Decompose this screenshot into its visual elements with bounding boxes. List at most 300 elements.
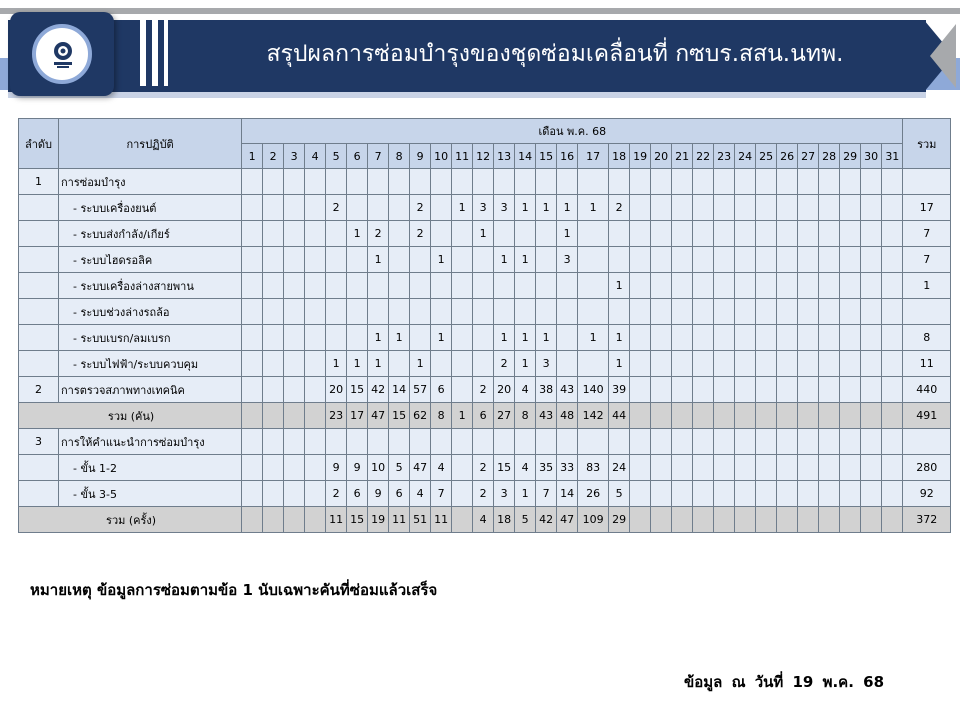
table-cell: 1 [389, 325, 410, 351]
table-cell [819, 481, 840, 507]
table-cell [578, 351, 609, 377]
table-cell: 142 [578, 403, 609, 429]
table-cell [714, 481, 735, 507]
table-cell [693, 507, 714, 533]
table-cell [840, 377, 861, 403]
table-cell [693, 455, 714, 481]
table-cell [714, 429, 735, 455]
header-day: 11 [452, 144, 473, 169]
table-cell [630, 481, 651, 507]
table-cell: 17 [347, 403, 368, 429]
table-cell [756, 507, 777, 533]
header-day: 14 [515, 144, 536, 169]
table-cell [861, 169, 882, 195]
table-cell [578, 169, 609, 195]
header-day: 26 [777, 144, 798, 169]
table-cell [777, 299, 798, 325]
row-label: การตรวจสภาพทางเทคนิค [59, 377, 242, 403]
table-cell [672, 351, 693, 377]
table-cell: 1 [347, 221, 368, 247]
table-cell [536, 169, 557, 195]
table-cell [263, 351, 284, 377]
organization-emblem-icon [32, 24, 92, 84]
header-stripe [164, 20, 168, 86]
table-cell [305, 481, 326, 507]
row-seq [19, 351, 59, 377]
table-cell [452, 481, 473, 507]
row-seq: 2 [19, 377, 59, 403]
table-cell [735, 247, 756, 273]
table-cell [693, 403, 714, 429]
table-cell [630, 273, 651, 299]
table-cell: 57 [410, 377, 431, 403]
table-cell [263, 273, 284, 299]
row-label: รวม (คัน) [19, 403, 242, 429]
table-cell [431, 429, 452, 455]
table-cell: 7 [536, 481, 557, 507]
header-day: 6 [347, 144, 368, 169]
table-cell [756, 351, 777, 377]
table-cell [284, 221, 305, 247]
table-cell [756, 481, 777, 507]
table-cell [672, 507, 693, 533]
table-cell [735, 273, 756, 299]
table-cell [777, 481, 798, 507]
table-cell [735, 195, 756, 221]
row-label: - ระบบไฟฟ้า/ระบบควบคุม [59, 351, 242, 377]
table-cell [693, 221, 714, 247]
table-cell [368, 299, 389, 325]
table-cell [431, 299, 452, 325]
table-cell [693, 169, 714, 195]
table-cell [735, 403, 756, 429]
table-cell [263, 247, 284, 273]
table-cell [284, 247, 305, 273]
table-cell [452, 169, 473, 195]
table-cell: 5 [515, 507, 536, 533]
table-cell: 29 [609, 507, 630, 533]
table-cell [735, 169, 756, 195]
table-cell: 1 [368, 325, 389, 351]
table-row [19, 377, 951, 403]
table-cell [242, 195, 263, 221]
table-cell [305, 273, 326, 299]
table-cell [840, 169, 861, 195]
table-cell [840, 247, 861, 273]
header-day: 27 [798, 144, 819, 169]
table-cell: 15 [347, 377, 368, 403]
table-cell [452, 429, 473, 455]
table-cell [777, 325, 798, 351]
table-cell [756, 247, 777, 273]
header-stripe [140, 20, 146, 86]
table-cell [861, 273, 882, 299]
table-cell [473, 351, 494, 377]
table-cell [882, 481, 903, 507]
table-cell [798, 455, 819, 481]
header-day: 29 [840, 144, 861, 169]
table-cell [452, 455, 473, 481]
table-cell [630, 195, 651, 221]
table-cell [714, 325, 735, 351]
table-cell: 18 [494, 507, 515, 533]
row-seq: 3 [19, 429, 59, 455]
table-cell [452, 377, 473, 403]
table-cell: 6 [473, 403, 494, 429]
table-cell [840, 351, 861, 377]
header-seq: ลำดับ [19, 119, 59, 169]
table-cell [651, 377, 672, 403]
table-cell [284, 481, 305, 507]
table-cell [798, 325, 819, 351]
row-label: - ระบบเบรก/ลมเบรก [59, 325, 242, 351]
row-total-cell: 1 [903, 273, 951, 299]
table-cell: 1 [536, 325, 557, 351]
table-cell [389, 299, 410, 325]
table-cell [368, 169, 389, 195]
table-cell [494, 273, 515, 299]
table-cell [777, 195, 798, 221]
row-seq [19, 325, 59, 351]
table-cell [452, 351, 473, 377]
row-seq [19, 455, 59, 481]
table-cell [819, 195, 840, 221]
top-divider-line [0, 8, 960, 14]
table-cell [557, 299, 578, 325]
table-cell [389, 351, 410, 377]
table-cell [693, 351, 714, 377]
table-cell [242, 403, 263, 429]
table-cell [861, 403, 882, 429]
row-total-cell: 7 [903, 247, 951, 273]
table-cell: 1 [536, 195, 557, 221]
table-cell [651, 195, 672, 221]
header-day: 3 [284, 144, 305, 169]
table-row [19, 429, 951, 455]
table-cell [263, 507, 284, 533]
table-cell [389, 247, 410, 273]
header-day: 7 [368, 144, 389, 169]
table-cell [840, 455, 861, 481]
table-cell: 47 [557, 507, 578, 533]
row-total-cell: 7 [903, 221, 951, 247]
table-cell [452, 221, 473, 247]
table-cell [819, 403, 840, 429]
table-cell [536, 429, 557, 455]
table-cell [882, 247, 903, 273]
table-cell [672, 195, 693, 221]
table-cell: 1 [347, 351, 368, 377]
table-cell [326, 169, 347, 195]
table-cell [305, 247, 326, 273]
row-seq [19, 195, 59, 221]
table-cell [473, 273, 494, 299]
table-cell [756, 169, 777, 195]
table-cell [861, 299, 882, 325]
table-cell [410, 299, 431, 325]
table-cell: 11 [431, 507, 452, 533]
table-cell [305, 455, 326, 481]
table-cell [536, 247, 557, 273]
table-cell [714, 507, 735, 533]
table-cell [735, 351, 756, 377]
table-cell [861, 481, 882, 507]
table-cell [693, 325, 714, 351]
header-day: 17 [578, 144, 609, 169]
table-cell [735, 377, 756, 403]
table-cell: 1 [515, 195, 536, 221]
table-cell [672, 481, 693, 507]
table-cell [368, 195, 389, 221]
table-cell [326, 299, 347, 325]
table-cell [452, 273, 473, 299]
table-cell [756, 403, 777, 429]
table-cell [840, 403, 861, 429]
header-month: เดือน พ.ค. 68 [242, 119, 903, 144]
table-cell [609, 169, 630, 195]
table-cell: 83 [578, 455, 609, 481]
table-cell: 4 [473, 507, 494, 533]
table-cell [578, 429, 609, 455]
table-cell [242, 169, 263, 195]
header-day: 31 [882, 144, 903, 169]
table-cell [630, 507, 651, 533]
table-cell: 19 [368, 507, 389, 533]
table-cell: 1 [557, 195, 578, 221]
table-cell: 2 [368, 221, 389, 247]
table-cell: 1 [452, 403, 473, 429]
table-cell: 4 [515, 455, 536, 481]
table-cell: 9 [326, 455, 347, 481]
footnote: หมายเหตุ ข้อมูลการซ่อมตามข้อ 1 นับเฉพาะคันที่ซ่อมแล้วเสร็จ [30, 581, 438, 599]
header-day: 20 [651, 144, 672, 169]
table-cell: 51 [410, 507, 431, 533]
table-cell [242, 351, 263, 377]
table-cell: 42 [536, 507, 557, 533]
table-cell [819, 299, 840, 325]
table-cell [840, 429, 861, 455]
table-cell [494, 221, 515, 247]
header-day: 15 [536, 144, 557, 169]
table-cell [861, 455, 882, 481]
table-cell [536, 221, 557, 247]
table-row [19, 481, 951, 507]
table-row [19, 325, 951, 351]
table-cell [263, 455, 284, 481]
table-cell [651, 455, 672, 481]
table-cell [882, 325, 903, 351]
table-cell [798, 247, 819, 273]
table-cell [777, 247, 798, 273]
row-total-cell: 8 [903, 325, 951, 351]
table-cell [347, 247, 368, 273]
table-cell: 109 [578, 507, 609, 533]
table-cell: 1 [609, 325, 630, 351]
table-cell [263, 481, 284, 507]
table-cell: 1 [578, 195, 609, 221]
header-day: 1 [242, 144, 263, 169]
table-cell [735, 299, 756, 325]
table-cell [326, 429, 347, 455]
table-cell [305, 429, 326, 455]
table-cell [861, 377, 882, 403]
row-label: - ขั้น 1-2 [59, 455, 242, 481]
table-cell [578, 247, 609, 273]
table-row [19, 195, 951, 221]
table-cell: 1 [326, 351, 347, 377]
table-cell [630, 169, 651, 195]
table-cell: 3 [536, 351, 557, 377]
table-cell: 1 [494, 325, 515, 351]
table-cell [263, 377, 284, 403]
row-seq [19, 299, 59, 325]
table-cell [630, 455, 651, 481]
table-cell [284, 325, 305, 351]
table-cell [347, 195, 368, 221]
table-cell [735, 429, 756, 455]
table-cell: 42 [368, 377, 389, 403]
table-cell [651, 169, 672, 195]
table-cell [840, 273, 861, 299]
table-cell [263, 403, 284, 429]
row-total-cell: 11 [903, 351, 951, 377]
table-cell: 2 [494, 351, 515, 377]
table-cell [840, 221, 861, 247]
table-cell: 1 [515, 325, 536, 351]
table-cell: 27 [494, 403, 515, 429]
table-cell [882, 299, 903, 325]
table-cell [305, 221, 326, 247]
table-cell [242, 325, 263, 351]
header-total: รวม [903, 119, 951, 169]
header-day: 12 [473, 144, 494, 169]
table-cell [494, 429, 515, 455]
table-cell [305, 351, 326, 377]
header-day: 10 [431, 144, 452, 169]
table-cell: 1 [515, 351, 536, 377]
table-cell [473, 247, 494, 273]
table-cell [368, 273, 389, 299]
table-cell [630, 221, 651, 247]
table-cell [819, 429, 840, 455]
table-cell [389, 195, 410, 221]
table-cell: 23 [326, 403, 347, 429]
table-cell [242, 221, 263, 247]
table-cell [756, 377, 777, 403]
table-cell [777, 273, 798, 299]
table-cell: 2 [410, 221, 431, 247]
table-cell [861, 429, 882, 455]
table-cell [242, 507, 263, 533]
table-cell [735, 455, 756, 481]
table-cell: 4 [515, 377, 536, 403]
table-cell [630, 429, 651, 455]
header-day: 30 [861, 144, 882, 169]
table-cell [714, 377, 735, 403]
table-cell: 2 [473, 377, 494, 403]
table-cell [305, 169, 326, 195]
table-cell: 33 [557, 455, 578, 481]
table-cell [284, 195, 305, 221]
table-cell: 3 [494, 481, 515, 507]
table-cell [777, 455, 798, 481]
table-cell [557, 429, 578, 455]
table-cell [819, 507, 840, 533]
table-cell: 1 [431, 247, 452, 273]
table-cell [515, 429, 536, 455]
row-total-cell: 17 [903, 195, 951, 221]
table-cell [798, 299, 819, 325]
header-day: 2 [263, 144, 284, 169]
table-cell: 5 [609, 481, 630, 507]
table-cell: 4 [431, 455, 452, 481]
table-cell: 5 [389, 455, 410, 481]
row-label: - ระบบเครื่องล่างสายพาน [59, 273, 242, 299]
table-cell: 1 [609, 273, 630, 299]
table-cell [651, 247, 672, 273]
row-seq [19, 273, 59, 299]
table-cell: 48 [557, 403, 578, 429]
table-cell [882, 169, 903, 195]
table-cell: 1 [515, 481, 536, 507]
table-cell: 20 [326, 377, 347, 403]
table-cell [672, 273, 693, 299]
table-cell [389, 169, 410, 195]
table-cell: 39 [609, 377, 630, 403]
table-cell [777, 377, 798, 403]
table-cell [263, 299, 284, 325]
table-cell [882, 455, 903, 481]
table-cell: 1 [578, 325, 609, 351]
header-day: 25 [756, 144, 777, 169]
table-cell [882, 351, 903, 377]
table-cell [630, 247, 651, 273]
table-cell [777, 221, 798, 247]
table-cell: 20 [494, 377, 515, 403]
table-cell [431, 351, 452, 377]
table-cell [410, 325, 431, 351]
table-cell [630, 299, 651, 325]
header-day: 13 [494, 144, 515, 169]
table-cell [672, 247, 693, 273]
table-cell [305, 507, 326, 533]
table-cell [578, 273, 609, 299]
table-cell [693, 299, 714, 325]
table-cell [284, 455, 305, 481]
table-cell [389, 273, 410, 299]
table-cell: 1 [557, 221, 578, 247]
table-cell [326, 325, 347, 351]
table-cell [473, 325, 494, 351]
table-cell [756, 273, 777, 299]
table-cell [242, 481, 263, 507]
row-total-cell: 280 [903, 455, 951, 481]
table-cell: 1 [368, 247, 389, 273]
table-cell [609, 221, 630, 247]
table-cell [882, 221, 903, 247]
table-cell [798, 481, 819, 507]
table-cell: 11 [389, 507, 410, 533]
table-row [19, 351, 951, 377]
table-cell [347, 299, 368, 325]
row-label: - ระบบส่งกำลัง/เกียร์ [59, 221, 242, 247]
table-cell [798, 377, 819, 403]
header-day: 28 [819, 144, 840, 169]
table-cell: 3 [494, 195, 515, 221]
table-cell [861, 325, 882, 351]
table-cell [630, 377, 651, 403]
table-cell: 15 [494, 455, 515, 481]
